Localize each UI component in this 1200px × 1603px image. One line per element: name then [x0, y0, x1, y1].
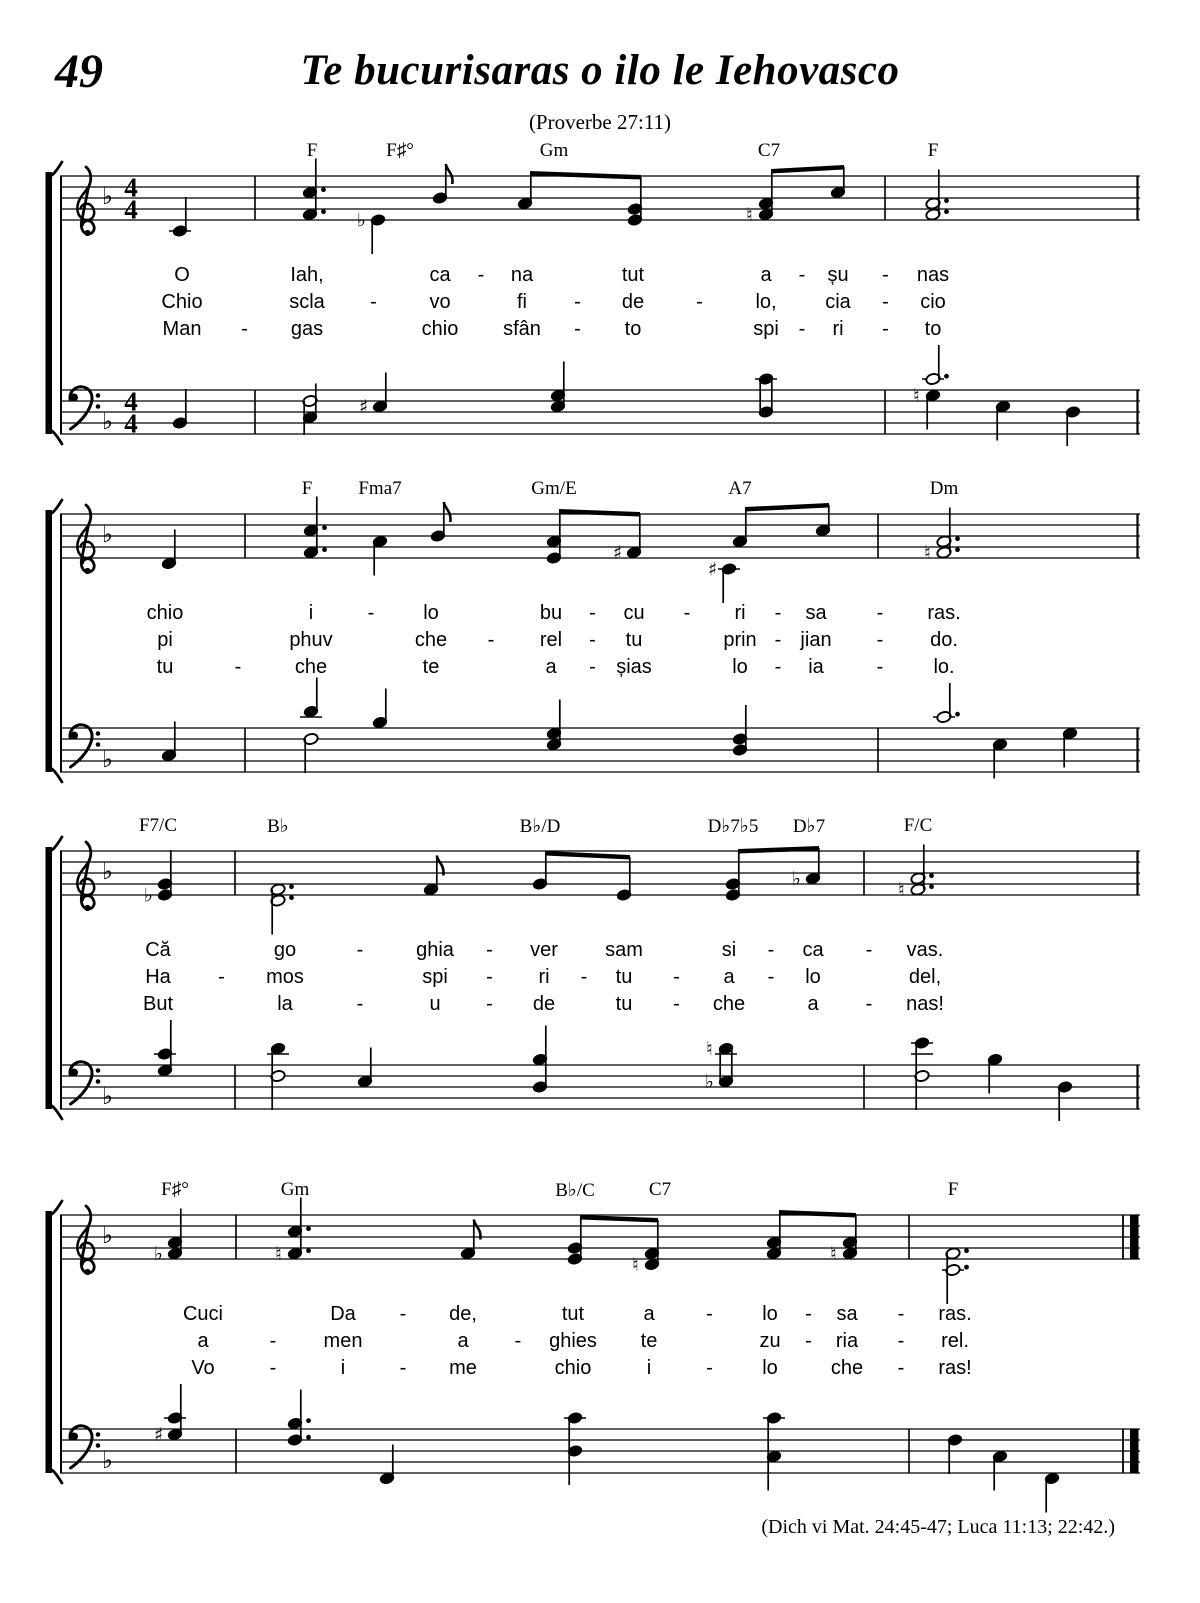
lyric-hyphen: -	[580, 966, 588, 988]
syllable: scla	[289, 291, 325, 313]
accidental-icon: ♯	[707, 558, 718, 581]
syllable: to	[924, 318, 942, 340]
syllable: na	[510, 264, 534, 286]
note	[302, 159, 326, 221]
note	[270, 883, 294, 934]
lyric-hyphen: -	[589, 656, 596, 678]
key-signature-flat: ♭	[102, 1084, 113, 1110]
svg-text:4: 4	[124, 408, 138, 439]
note	[766, 1212, 782, 1260]
lyric-hyphen: -	[486, 993, 493, 1015]
key-signature-flat: ♭	[102, 1223, 113, 1249]
accidental-icon: ♮	[924, 542, 931, 564]
lyric-hyphen: -	[514, 1330, 522, 1352]
note	[613, 514, 642, 564]
music-system-2	[60, 478, 1140, 802]
chord-symbol: F♯°	[386, 140, 414, 161]
page-number: 49	[55, 45, 103, 98]
syllable: Chio	[161, 291, 203, 313]
beam	[738, 846, 819, 854]
syllable: ver	[530, 939, 558, 961]
syllable: mos	[266, 966, 304, 988]
lyric-hyphen: -	[882, 318, 889, 340]
lyric-hyphen: -	[897, 1357, 905, 1379]
syllable: ca	[802, 939, 824, 961]
accidental-icon: ♮	[898, 879, 905, 901]
lyric-hyphen: -	[241, 318, 248, 340]
chord-symbol: F/C	[903, 815, 933, 836]
accidental-icon: ♭	[357, 209, 366, 232]
music-system-1	[60, 140, 1140, 464]
syllable: Ha	[145, 966, 171, 988]
syllable: Vo	[191, 1357, 215, 1379]
syllable: lo	[762, 1357, 778, 1379]
syllable: i	[340, 1357, 346, 1379]
chord-symbol: B♭/C	[555, 1180, 595, 1201]
syllable: vas.	[906, 939, 944, 961]
chord-symbol: D♭7♭5	[707, 816, 759, 837]
lyric-hyphen: -	[269, 1330, 277, 1352]
note	[372, 535, 388, 575]
syllable: tu	[156, 656, 174, 678]
staff-lines	[60, 390, 1140, 434]
lyric-hyphen: -	[477, 264, 485, 286]
verse-line-1	[60, 602, 1140, 626]
staff-lines	[60, 1065, 1140, 1109]
svg-text:4: 4	[124, 172, 138, 203]
syllable: vo	[429, 291, 451, 313]
note	[564, 1412, 586, 1485]
scripture-reference: (Proverbe 27:11)	[528, 110, 672, 134]
lyric-hyphen: -	[589, 629, 596, 651]
chord-symbol: D♭7	[792, 816, 826, 837]
syllable: spi	[753, 318, 779, 340]
chord-symbol: B♭	[267, 816, 289, 837]
note	[627, 177, 643, 226]
accidental-icon: ♮	[706, 1038, 713, 1060]
syllable: del,	[908, 966, 942, 988]
note	[546, 700, 562, 751]
lyric-hyphen: -	[673, 993, 680, 1015]
verse-line-1	[60, 939, 1140, 963]
note	[172, 389, 188, 429]
accidental-icon: ♮	[746, 204, 753, 226]
syllable: me	[449, 1357, 477, 1379]
beam	[530, 171, 641, 180]
lyric-hyphen: -	[876, 656, 884, 678]
key-signature-flat: ♭	[102, 1448, 113, 1474]
lyric-hyphen: -	[269, 1357, 277, 1379]
syllable: te	[422, 656, 440, 678]
syllable: sfân	[503, 318, 541, 340]
staff-lines	[60, 728, 1140, 772]
beam	[559, 509, 640, 517]
syllable: lo	[805, 966, 821, 988]
note	[732, 509, 748, 548]
syllable: cu	[623, 602, 645, 624]
svg-text:4: 4	[124, 386, 138, 417]
accidental-icon: ♮	[830, 1243, 837, 1265]
key-signature-flat: ♭	[102, 409, 113, 435]
syllable: nas!	[906, 993, 944, 1015]
syllable: lo,	[755, 291, 777, 313]
treble-staff	[60, 154, 1140, 258]
verse-line-2	[60, 629, 1140, 653]
note	[357, 210, 386, 255]
note	[925, 170, 949, 221]
syllable: spi	[422, 966, 448, 988]
treble-staff	[60, 829, 1140, 933]
syllable: to	[624, 318, 642, 340]
note	[992, 1450, 1008, 1490]
note	[169, 197, 191, 237]
chord-symbol: F7/C	[138, 815, 178, 836]
note	[303, 733, 319, 773]
syllable: Da	[330, 1303, 356, 1325]
verse-line-2	[60, 1330, 1140, 1354]
syllable: si	[721, 939, 737, 961]
syllable: ia	[808, 656, 824, 678]
syllable: che	[414, 629, 448, 651]
syllable: i	[646, 1357, 652, 1379]
note	[922, 345, 949, 385]
music-system-4	[60, 1179, 1140, 1503]
syllable: phuv	[289, 629, 333, 651]
accidental-icon: ♭	[792, 868, 801, 890]
syllable: jian	[800, 629, 832, 651]
syllable: sam	[605, 939, 643, 961]
lyric-hyphen: -	[798, 318, 806, 340]
chord-symbol: Gm	[539, 140, 569, 161]
verse-line-3	[60, 656, 1140, 680]
lyric-hyphen: -	[798, 264, 806, 286]
syllable: a	[723, 966, 735, 988]
lyric-hyphen: -	[882, 291, 889, 313]
syllable: ca	[429, 264, 451, 286]
syllable: go	[273, 939, 297, 961]
syllable: te	[640, 1330, 658, 1352]
lyric-hyphen: -	[399, 1303, 407, 1325]
eighth-flag	[444, 502, 451, 522]
chord-symbol: F	[306, 140, 318, 161]
lyric-hyphen: -	[673, 966, 680, 988]
chord-symbol: Dm	[929, 478, 959, 499]
syllable: cia	[825, 291, 851, 313]
syllable: do.	[930, 629, 958, 651]
syllable: a	[643, 1303, 655, 1325]
verse-line-3	[60, 993, 1140, 1017]
syllable: men	[323, 1330, 363, 1352]
syllable: chio	[421, 318, 459, 340]
treble-staff	[60, 1193, 1140, 1297]
lyric-hyphen: -	[589, 602, 596, 624]
lyric-hyphen: -	[486, 966, 493, 988]
note	[815, 505, 831, 537]
syllable: bu	[539, 602, 563, 624]
eighth-flag	[446, 164, 453, 184]
syllable: che	[294, 656, 328, 678]
verse-line-2	[60, 966, 1140, 990]
syllable: lo.	[933, 656, 955, 678]
syllable: rel.	[941, 1330, 969, 1352]
note	[517, 173, 533, 210]
note	[914, 1070, 930, 1110]
lyric-hyphen: -	[706, 1357, 713, 1379]
syllable: tu	[615, 966, 633, 988]
lyric-hyphen: -	[805, 1303, 812, 1325]
time-signature	[124, 387, 138, 439]
syllable: tut	[621, 264, 645, 286]
lyric-hyphen: -	[805, 1330, 812, 1352]
syllable: ri	[538, 966, 550, 988]
note	[708, 559, 740, 604]
lyric-hyphen: -	[574, 318, 581, 340]
syllable: șias	[616, 656, 652, 678]
chord-symbol: F	[947, 1179, 959, 1200]
music-system-3	[60, 815, 1140, 1139]
syllable: ri	[734, 602, 746, 624]
note	[546, 511, 562, 564]
note	[532, 853, 548, 890]
accidental-icon: ♮	[913, 385, 920, 407]
accidental-icon: ♮	[632, 1254, 639, 1276]
key-signature-flat: ♭	[102, 184, 113, 210]
lyric-hyphen: -	[356, 993, 364, 1015]
bass-staff	[60, 1038, 1140, 1147]
lyric-hyphen: -	[876, 602, 884, 624]
bass-staff	[60, 368, 1140, 472]
chord-symbol: F	[927, 140, 939, 161]
syllable: fi	[517, 291, 527, 313]
note	[372, 689, 388, 729]
note	[830, 1215, 858, 1265]
footer-reference: (Dich vi Mat. 24:45-47; Luca 11:13; 22:42.)	[761, 1516, 1115, 1538]
syllable: a	[807, 993, 819, 1015]
chord-symbol: B♭/D	[519, 816, 561, 837]
note	[144, 850, 173, 907]
note	[275, 1198, 311, 1266]
lyric-hyphen: -	[767, 939, 775, 961]
syllable: prin	[723, 629, 757, 651]
final-barline	[1130, 1215, 1139, 1259]
lyric-hyphen: -	[767, 966, 775, 988]
staff-lines	[60, 1429, 1140, 1473]
note	[303, 497, 327, 559]
lyric-hyphen: -	[574, 291, 581, 313]
syllable: chio	[146, 602, 184, 624]
lyric-hyphen: -	[356, 939, 364, 961]
lyric-hyphen: -	[683, 602, 691, 624]
verse-line-1	[60, 1303, 1140, 1327]
lyric-hyphen: -	[367, 602, 375, 624]
syllable: lo	[423, 602, 439, 624]
beam	[580, 1215, 658, 1223]
note	[357, 1048, 373, 1088]
note	[830, 167, 846, 199]
note	[1057, 1081, 1073, 1121]
syllable: ras.	[927, 602, 961, 624]
syllable: rel	[539, 629, 563, 651]
lyric-hyphen: -	[706, 1303, 713, 1325]
syllable: gas	[290, 318, 324, 340]
verse-line-3	[60, 318, 1140, 342]
staff-lines	[60, 514, 1140, 558]
syllable: cio	[920, 291, 946, 313]
note	[359, 373, 388, 419]
lyric-hyphen: -	[774, 602, 782, 624]
syllable: sa	[805, 602, 827, 624]
lyric-hyphen: -	[882, 264, 889, 286]
beam	[771, 165, 844, 174]
syllable: Cuci	[182, 1303, 224, 1325]
syllable: lo	[762, 1303, 778, 1325]
verse-line-3	[60, 1357, 1140, 1381]
syllable: șu	[827, 264, 849, 286]
note	[947, 1434, 963, 1474]
bass-staff	[60, 706, 1140, 810]
key-signature-flat: ♭	[102, 859, 113, 885]
syllable: i	[308, 602, 314, 624]
treble-clef-icon	[77, 505, 94, 574]
lyric-hyphen: -	[897, 1303, 905, 1325]
chord-symbol: Fma7	[358, 478, 402, 499]
beam	[779, 1210, 856, 1218]
syllable: O	[174, 264, 190, 286]
chord-symbol: F	[301, 478, 313, 499]
lyric-hyphen: -	[218, 966, 225, 988]
lyric-hyphen: -	[234, 656, 242, 678]
chord-symbol: Gm	[280, 1179, 310, 1200]
syllable: de	[621, 291, 645, 313]
syllable: u	[429, 993, 441, 1015]
syllable: ria	[835, 1330, 859, 1352]
lyric-hyphen: -	[774, 656, 782, 678]
note	[732, 705, 748, 756]
chord-symbol: C7	[757, 140, 781, 161]
note	[154, 1020, 176, 1077]
syllable: a	[457, 1330, 469, 1352]
lyric-hyphen: -	[774, 629, 782, 651]
note	[287, 1390, 311, 1447]
note	[300, 678, 322, 718]
key-signature-flat: ♭	[102, 747, 113, 773]
lyric-hyphen: -	[865, 993, 873, 1015]
staff-lines	[60, 1215, 1140, 1259]
syllable: sa	[836, 1303, 858, 1325]
accidental-icon: ♭	[144, 884, 153, 907]
syllable: che	[712, 993, 746, 1015]
treble-clef-icon	[77, 1206, 94, 1275]
syllable: a	[545, 656, 557, 678]
note	[616, 857, 632, 901]
accidental-icon: ♭	[154, 1243, 163, 1265]
note	[942, 1247, 969, 1304]
syllable: che	[830, 1357, 864, 1379]
syllable: chio	[554, 1357, 592, 1379]
lyric-hyphen: -	[865, 939, 873, 961]
lyric-hyphen: -	[897, 1330, 905, 1352]
syllable: a	[760, 264, 772, 286]
syllable: ras.	[938, 1303, 972, 1325]
syllable: Man	[162, 318, 202, 340]
syllable: ri	[832, 318, 844, 340]
accidental-icon: ♯	[612, 542, 623, 564]
lyric-hyphen: -	[696, 291, 703, 313]
note	[270, 1070, 286, 1110]
chord-symbol: A7	[728, 478, 752, 499]
syllable: Că	[145, 939, 171, 961]
syllable: la	[277, 993, 293, 1015]
syllable: tu	[625, 629, 643, 651]
treble-clef-icon	[77, 842, 94, 911]
beam	[745, 503, 829, 512]
note	[933, 683, 960, 723]
syllable: nas	[916, 264, 950, 286]
treble-clef-icon	[77, 167, 94, 236]
accidental-icon: ♯	[153, 1424, 164, 1446]
accidental-icon: ♮	[275, 1243, 282, 1265]
song-title: Te bucurisaras o ilo le Iehovasco	[300, 47, 900, 94]
lyric-hyphen: -	[487, 629, 495, 651]
syllable: zu	[759, 1330, 781, 1352]
syllable: pi	[157, 629, 173, 651]
syllable: lo	[732, 656, 748, 678]
note	[550, 362, 566, 413]
bass-staff	[60, 1407, 1140, 1511]
syllable: tut	[561, 1303, 585, 1325]
note	[1044, 1472, 1060, 1512]
syllable: ghia	[416, 939, 454, 961]
syllable: ras!	[938, 1357, 972, 1379]
verse-line-2	[60, 291, 1140, 315]
final-barline	[1130, 1429, 1139, 1473]
note	[567, 1217, 583, 1265]
note	[725, 851, 741, 902]
key-signature-flat: ♭	[102, 522, 113, 548]
syllable: ghies	[549, 1330, 597, 1352]
syllable: a	[197, 1330, 209, 1352]
lyric-hyphen: -	[876, 629, 884, 651]
beam	[545, 851, 630, 860]
treble-staff	[60, 492, 1140, 596]
lyric-hyphen: -	[370, 291, 377, 313]
chord-symbol: C7	[648, 1179, 672, 1200]
syllable: de	[532, 993, 556, 1015]
note	[532, 1026, 548, 1094]
accidental-icon: ♯	[358, 396, 369, 418]
note	[154, 1384, 186, 1446]
note	[1065, 406, 1081, 446]
verse-line-1	[60, 264, 1140, 288]
syllable: But	[142, 993, 174, 1015]
lyric-hyphen: -	[486, 939, 493, 961]
syllable: de,	[449, 1303, 477, 1325]
syllable: tu	[615, 993, 633, 1015]
time-signature	[124, 173, 138, 225]
staff-lines	[60, 176, 1140, 220]
syllable: Iah,	[290, 264, 324, 286]
accidental-icon: ♭	[705, 1071, 714, 1093]
chord-symbol: Gm/E	[531, 478, 577, 499]
svg-text:4: 4	[124, 194, 138, 225]
lyric-hyphen: -	[399, 1357, 407, 1379]
chord-symbol: F♯°	[161, 1179, 189, 1200]
